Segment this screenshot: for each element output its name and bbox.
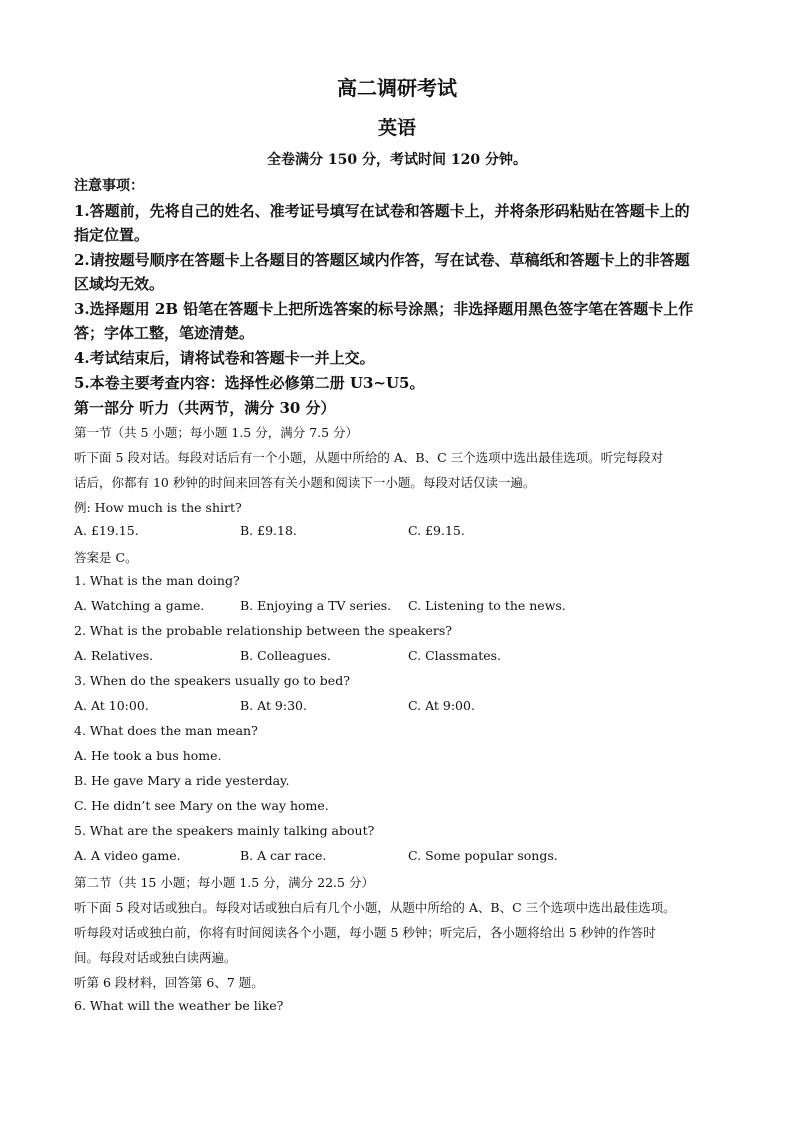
question-6: 6. What will the weather be like? — [74, 998, 284, 1013]
notice-item-1-line-1: 1.答题前，先将自己的姓名、准考证号填写在试卷和答题卡上，并将条形码粘贴在答题卡上的 — [74, 202, 690, 220]
question-2-option-b: B. Colleagues. — [240, 648, 331, 663]
question-3-option-a: A. At 10:00. — [74, 698, 149, 713]
question-4-option-c: C. He didn’t see Mary on the way home. — [74, 798, 329, 813]
section1-heading: 第一节（共 5 小题；每小题 1.5 分，满分 7.5 分） — [74, 425, 359, 440]
example-question: 例: How much is the shirt? — [74, 500, 242, 515]
section2-heading: 第二节（共 15 小题；每小题 1.5 分，满分 22.5 分） — [74, 875, 374, 890]
example-option-b: B. £9.18. — [240, 523, 297, 538]
question-3-option-c: C. At 9:00. — [408, 698, 475, 713]
question-4-option-b: B. He gave Mary a ride yesterday. — [74, 773, 290, 788]
section2-instructions-line-3: 间。每段对话或独白读两遍。 — [74, 950, 237, 965]
question-2: 2. What is the probable relationship between the speakers? — [74, 623, 452, 638]
question-4: 4. What does the man mean? — [74, 723, 258, 738]
question-5-option-b: B. A car race. — [240, 848, 327, 863]
question-1-option-c: C. Listening to the news. — [408, 598, 566, 613]
question-1-option-b: B. Enjoying a TV series. — [240, 598, 392, 613]
notice-item-5: 5.本卷主要考查内容：选择性必修第二册 U3~U5。 — [74, 374, 425, 392]
question-5: 5. What are the speakers mainly talking about? — [74, 823, 375, 838]
question-5-option-a: A. A video game. — [74, 848, 181, 863]
notice-item-3-line-2: 答；字体工整，笔迹清楚。 — [74, 324, 255, 342]
section2-instructions-line-1: 听下面 5 段对话或独白。每段对话或独白后有几个小题，从题中所给的 A、B、C 三个选项中选出最佳选项。 — [74, 900, 676, 915]
notice-heading: 注意事项： — [74, 178, 144, 194]
notice-item-1-line-2: 指定位置。 — [74, 226, 150, 244]
notice-item-4: 4.考试结束后，请将试卷和答题卡一并上交。 — [74, 349, 375, 367]
section1-instructions-line-1: 听下面 5 段对话。每段对话后有一个小题，从题中所给的 A、B、C 三个选项中选出最佳选项。听完每段对 — [74, 450, 664, 465]
example-option-a: A. £19.15. — [74, 523, 139, 538]
question-2-option-a: A. Relatives. — [74, 648, 154, 663]
notice-item-2-line-1: 2.请按题号顺序在答题卡上各题目的答题区域内作答，写在试卷、草稿纸和答题卡上的非答题 — [74, 251, 690, 269]
example-option-c: C. £9.15. — [408, 523, 465, 538]
section2-instructions-line-2: 听每段对话或独白前，你将有时间阅读各个小题，每小题 5 秒钟；听完后，各小题将给出 5 秒钟的作答时 — [74, 925, 656, 940]
question-3: 3. When do the speakers usually go to bed? — [74, 673, 350, 688]
question-3-option-b: B. At 9:30. — [240, 698, 307, 713]
question-1: 1. What is the man doing? — [74, 573, 240, 588]
exam-subject: 英语 — [377, 117, 416, 139]
question-1-option-a: A. Watching a game. — [74, 598, 205, 613]
exam-info: 全卷满分 150 分，考试时间 120 分钟。 — [267, 152, 527, 168]
material-6-instruction: 听第 6 段材料，回答第 6、7 题。 — [74, 975, 264, 990]
part1-heading: 第一部分 听力（共两节，满分 30 分） — [74, 399, 336, 417]
example-answer: 答案是 C。 — [74, 550, 138, 565]
question-2-option-c: C. Classmates. — [408, 648, 502, 663]
notice-item-2-line-2: 区域均无效。 — [74, 275, 165, 293]
exam-title: 高二调研考试 — [337, 76, 457, 100]
question-4-option-a: A. He took a bus home. — [74, 748, 222, 763]
section1-instructions-line-2: 话后，你都有 10 秒钟的时间来回答有关小题和阅读下一小题。每段对话仅读一遍。 — [74, 475, 536, 490]
question-5-option-c: C. Some popular songs. — [408, 848, 558, 863]
notice-item-3-line-1: 3.选择题用 2B 铅笔在答题卡上把所选答案的标号涂黑；非选择题用黑色签字笔在答题卡上作 — [74, 300, 694, 318]
